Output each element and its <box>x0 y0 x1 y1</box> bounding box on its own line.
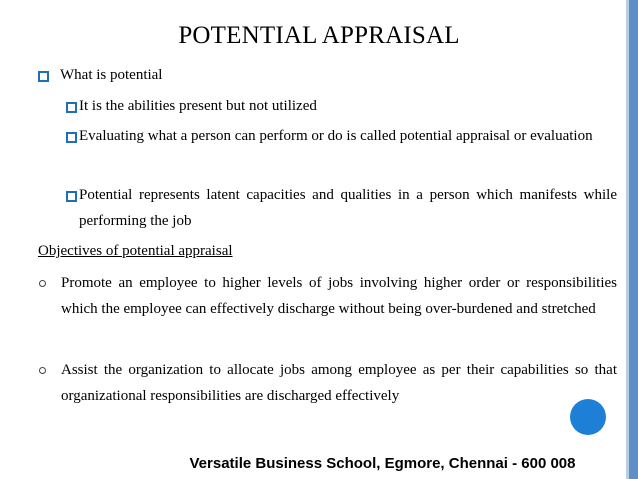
sub-bullet-2: Evaluating what a person can perform or do is called potential appraisal or evaluation <box>79 128 593 144</box>
square-bullet-icon <box>66 191 77 202</box>
objectives-heading: Objectives of potential appraisal <box>38 243 233 259</box>
sub-bullet-1: It is the abilities present but not utilized <box>79 98 317 114</box>
objective-1: Promote an employee to higher levels of jobs involving higher order or responsibilities which the employee can effectively discharge without being over-burdened and stretched <box>61 275 617 317</box>
slide-border <box>629 0 638 479</box>
slide-footer: Versatile Business School, Egmore, Chennai - 600 008 <box>189 455 576 472</box>
square-bullet-icon <box>66 102 77 113</box>
circle-bullet-icon <box>39 367 46 374</box>
objective-2: Assist the organization to allocate jobs among employee as per their capabilities so that organizational responsibilities are discharged effectively <box>61 362 617 404</box>
main-bullet-text: What is potential <box>60 67 163 83</box>
circle-bullet-icon <box>39 280 46 287</box>
square-bullet-icon <box>66 132 77 143</box>
sub-bullet-3: Potential represents latent capacities and qualities in a person which manifests while performing the job <box>79 187 617 229</box>
square-bullet-icon <box>38 71 49 82</box>
slide-title: POTENTIAL APPRAISAL <box>178 22 460 49</box>
decorative-circle <box>570 399 606 435</box>
